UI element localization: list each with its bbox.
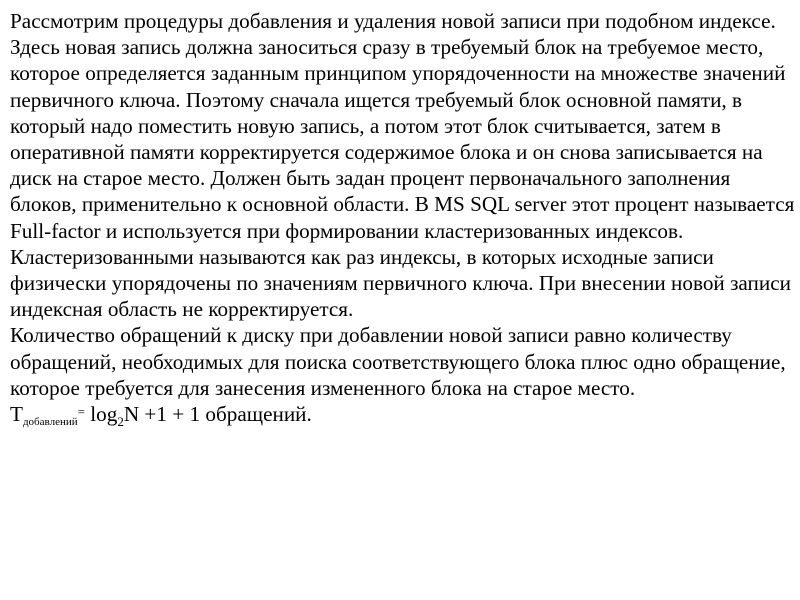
- intro-paragraph: Рассмотрим процедуры добавления и удаления новой записи при подобном индексе.: [10, 9, 776, 33]
- formula-symbol: T: [10, 402, 23, 427]
- formula-rest: N +1 + 1 обращений.: [123, 402, 312, 427]
- slide-text: [10, 8, 795, 430]
- formula-log: log: [90, 402, 118, 427]
- formula-subscript: добавлений: [22, 416, 78, 429]
- formula-log-base: 2: [117, 414, 124, 430]
- formula-equals: =: [77, 404, 85, 420]
- formula-line: [10, 401, 795, 430]
- body-paragraph-1: Здесь новая запись должна заноситься сразу в требуемый блок на требуемое место, которое определяется заданным принципом упорядоченности на множестве значений первичного ключа. Поэтому сначала ищется требуемый блок основной памяти, в который надо поместить новую запись, а потом этот блок считывается, затем в оперативной памяти корректируется содержимое блока и он снова записывается на диск на старое место. Должен быть задан процент первоначального заполнения блоков, применительно к основной области. В MS SQL server этот процент называется Full-factor и используется при формировании кластеризованных индексов. Кластеризованными называются как раз индексы, в которых исходные записи физически упорядочены по значениям первичного ключа. При внесении новой записи индексная область не корректируется.: [10, 35, 795, 322]
- body-paragraph-2: Количество обращений к диску при добавлении новой записи равно количеству обращений, необходимых для поиска соответствующего блока плюс одно обращение, которое требуется для занесения измененного блока на старое место.: [10, 323, 786, 400]
